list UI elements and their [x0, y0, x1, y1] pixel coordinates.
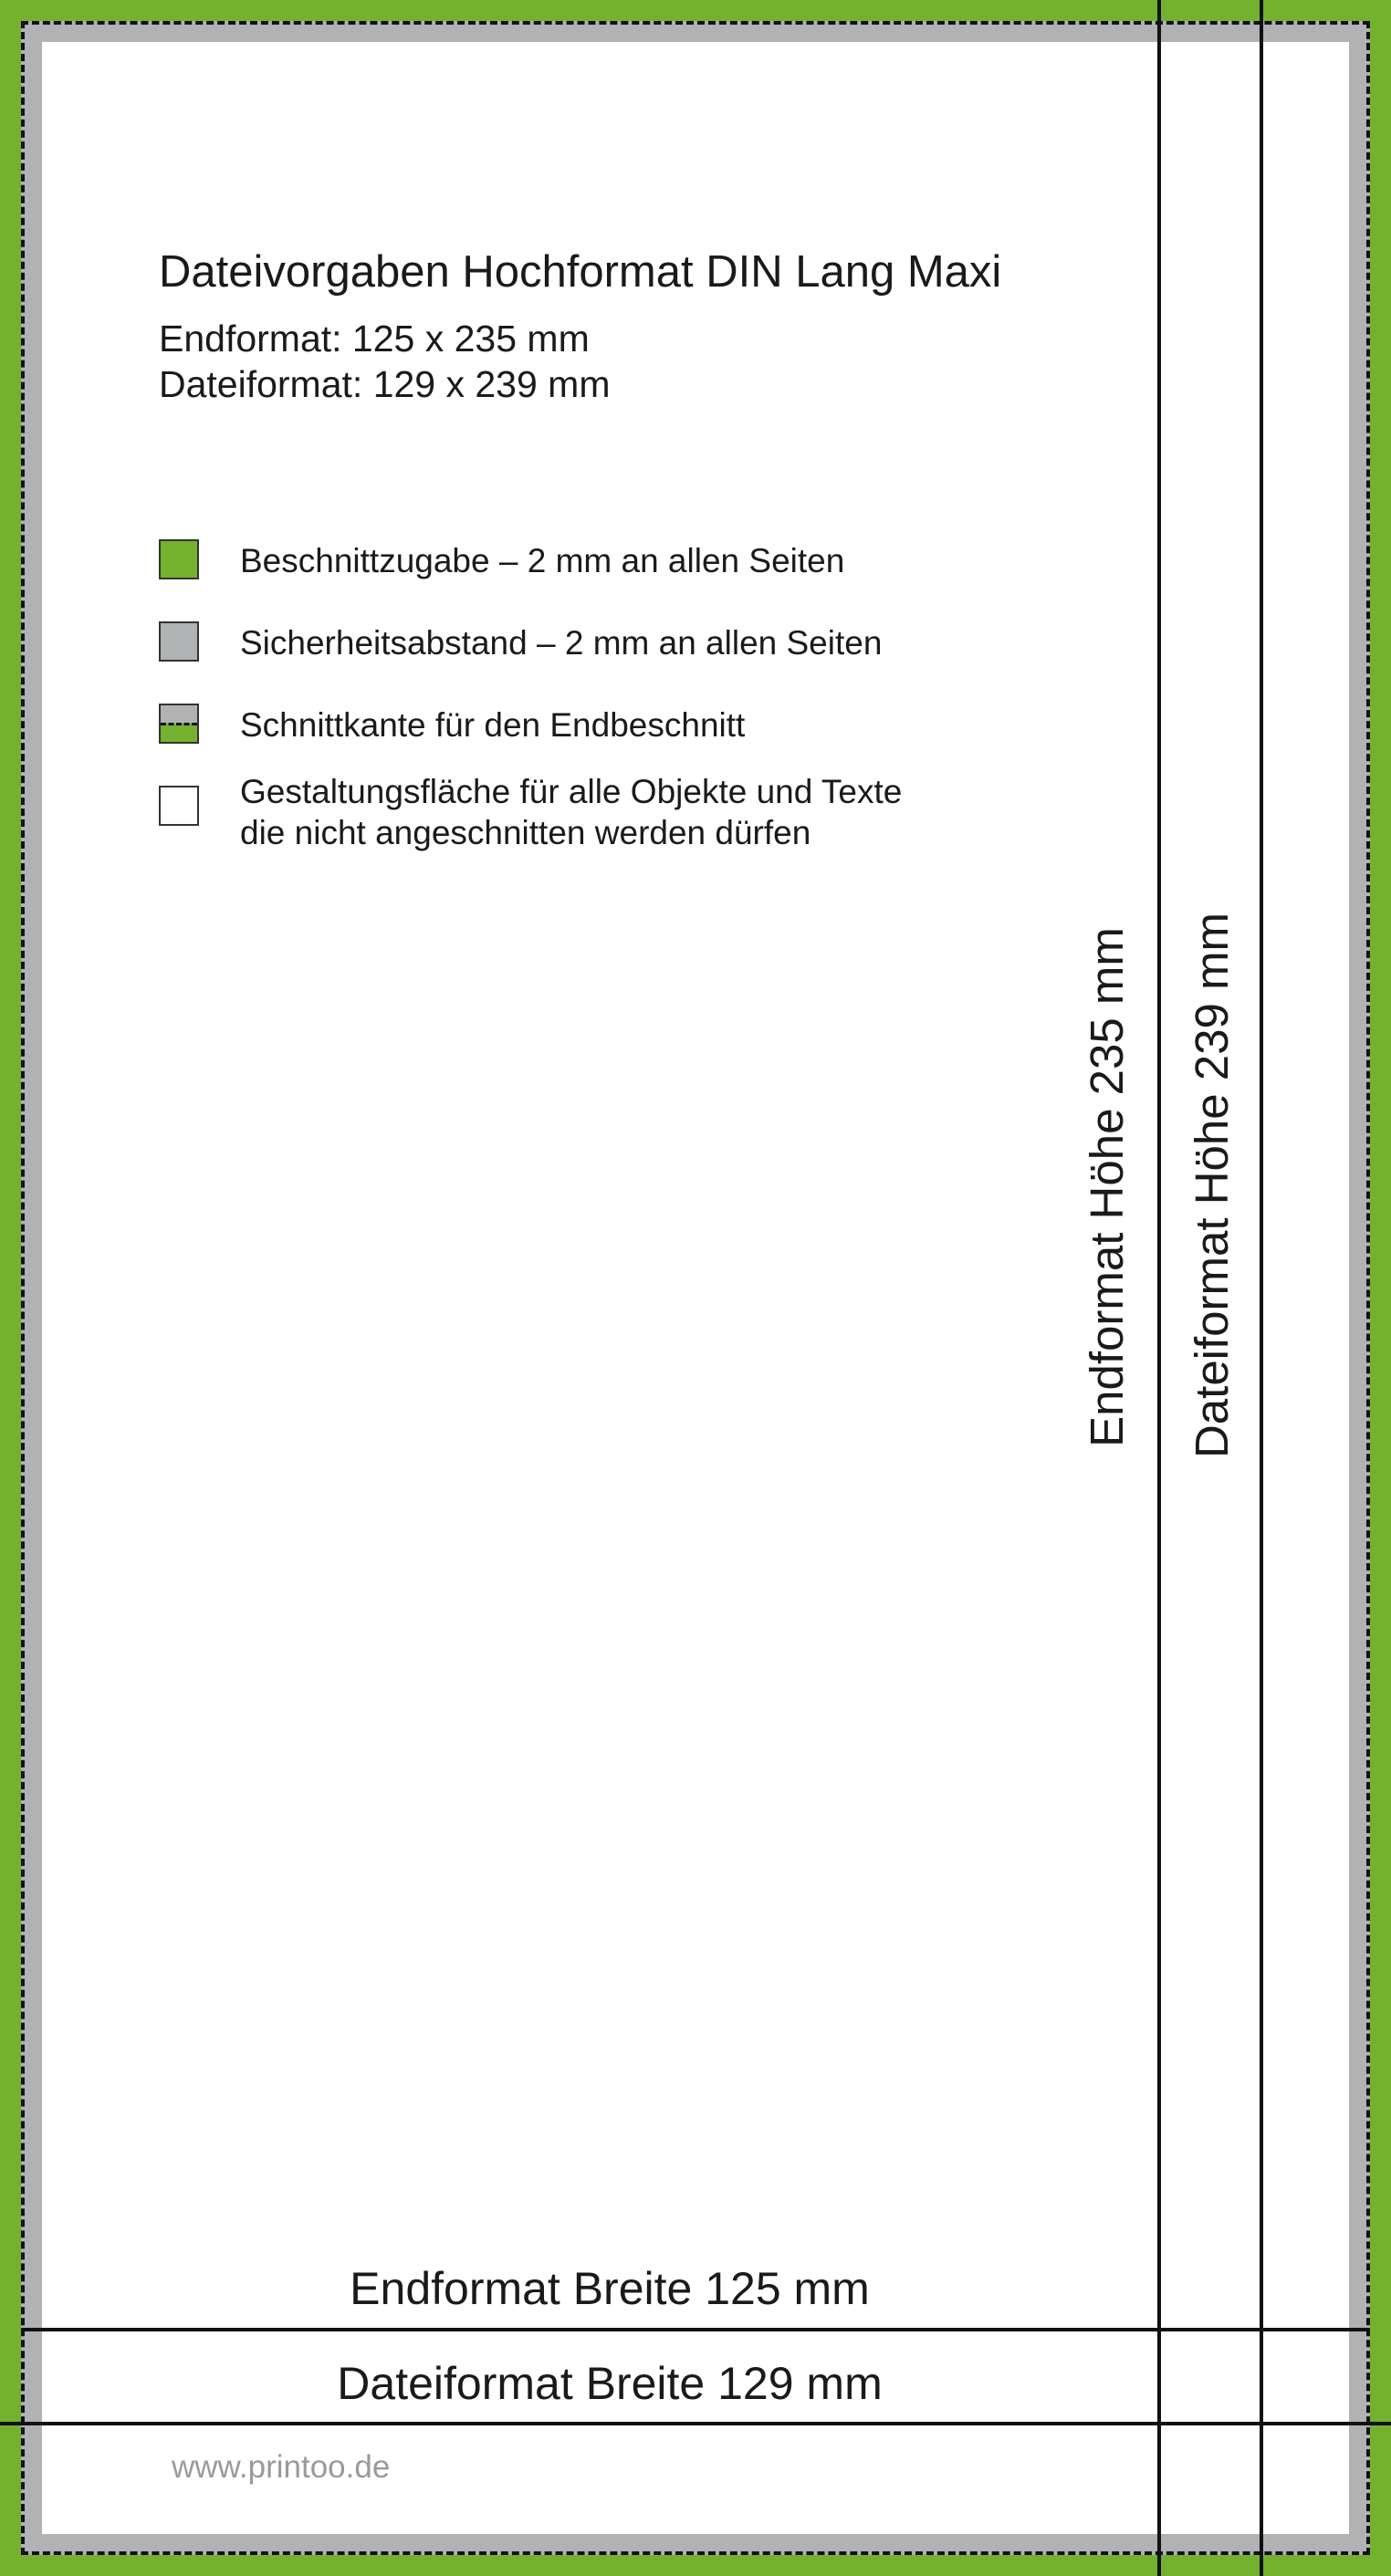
file-height-label: Dateiformat Höhe 239 mm	[1186, 912, 1238, 1459]
file-height-line	[0, 2422, 1391, 2425]
footer-url: www.printoo.de	[172, 2449, 391, 2485]
design-swatch	[159, 786, 199, 826]
file-width-line	[1260, 0, 1263, 2576]
file-format-spec: Dateiformat: 129 x 239 mm	[159, 363, 611, 405]
document-title: Dateivorgaben Hochformat DIN Lang Maxi	[159, 247, 1002, 297]
safety-swatch	[159, 621, 199, 662]
trim-swatch	[159, 704, 199, 744]
bleed-swatch	[159, 539, 199, 579]
final-width-line	[1157, 0, 1161, 2576]
final-height-label: Endformat Höhe 235 mm	[1081, 927, 1133, 1447]
design-legend-label-line-2: die nicht angeschnitten werden dürfen	[240, 814, 811, 851]
safety-legend-label: Sicherheitsabstand – 2 mm an allen Seiten	[240, 624, 883, 662]
final-format-spec: Endformat: 125 x 235 mm	[159, 318, 590, 360]
trim-legend-label: Schnittkante für den Endbeschnitt	[240, 706, 746, 744]
file-width-label: Dateiformat Breite 129 mm	[337, 2358, 883, 2409]
bleed-legend-label: Beschnittzugabe – 2 mm an allen Seiten	[240, 542, 845, 579]
design-legend-label-line-1: Gestaltungsfläche für alle Objekte und Texte	[240, 773, 903, 810]
final-width-label: Endformat Breite 125 mm	[350, 2263, 870, 2314]
final-height-line	[21, 2328, 1370, 2331]
trim-swatch-dash	[161, 723, 197, 725]
